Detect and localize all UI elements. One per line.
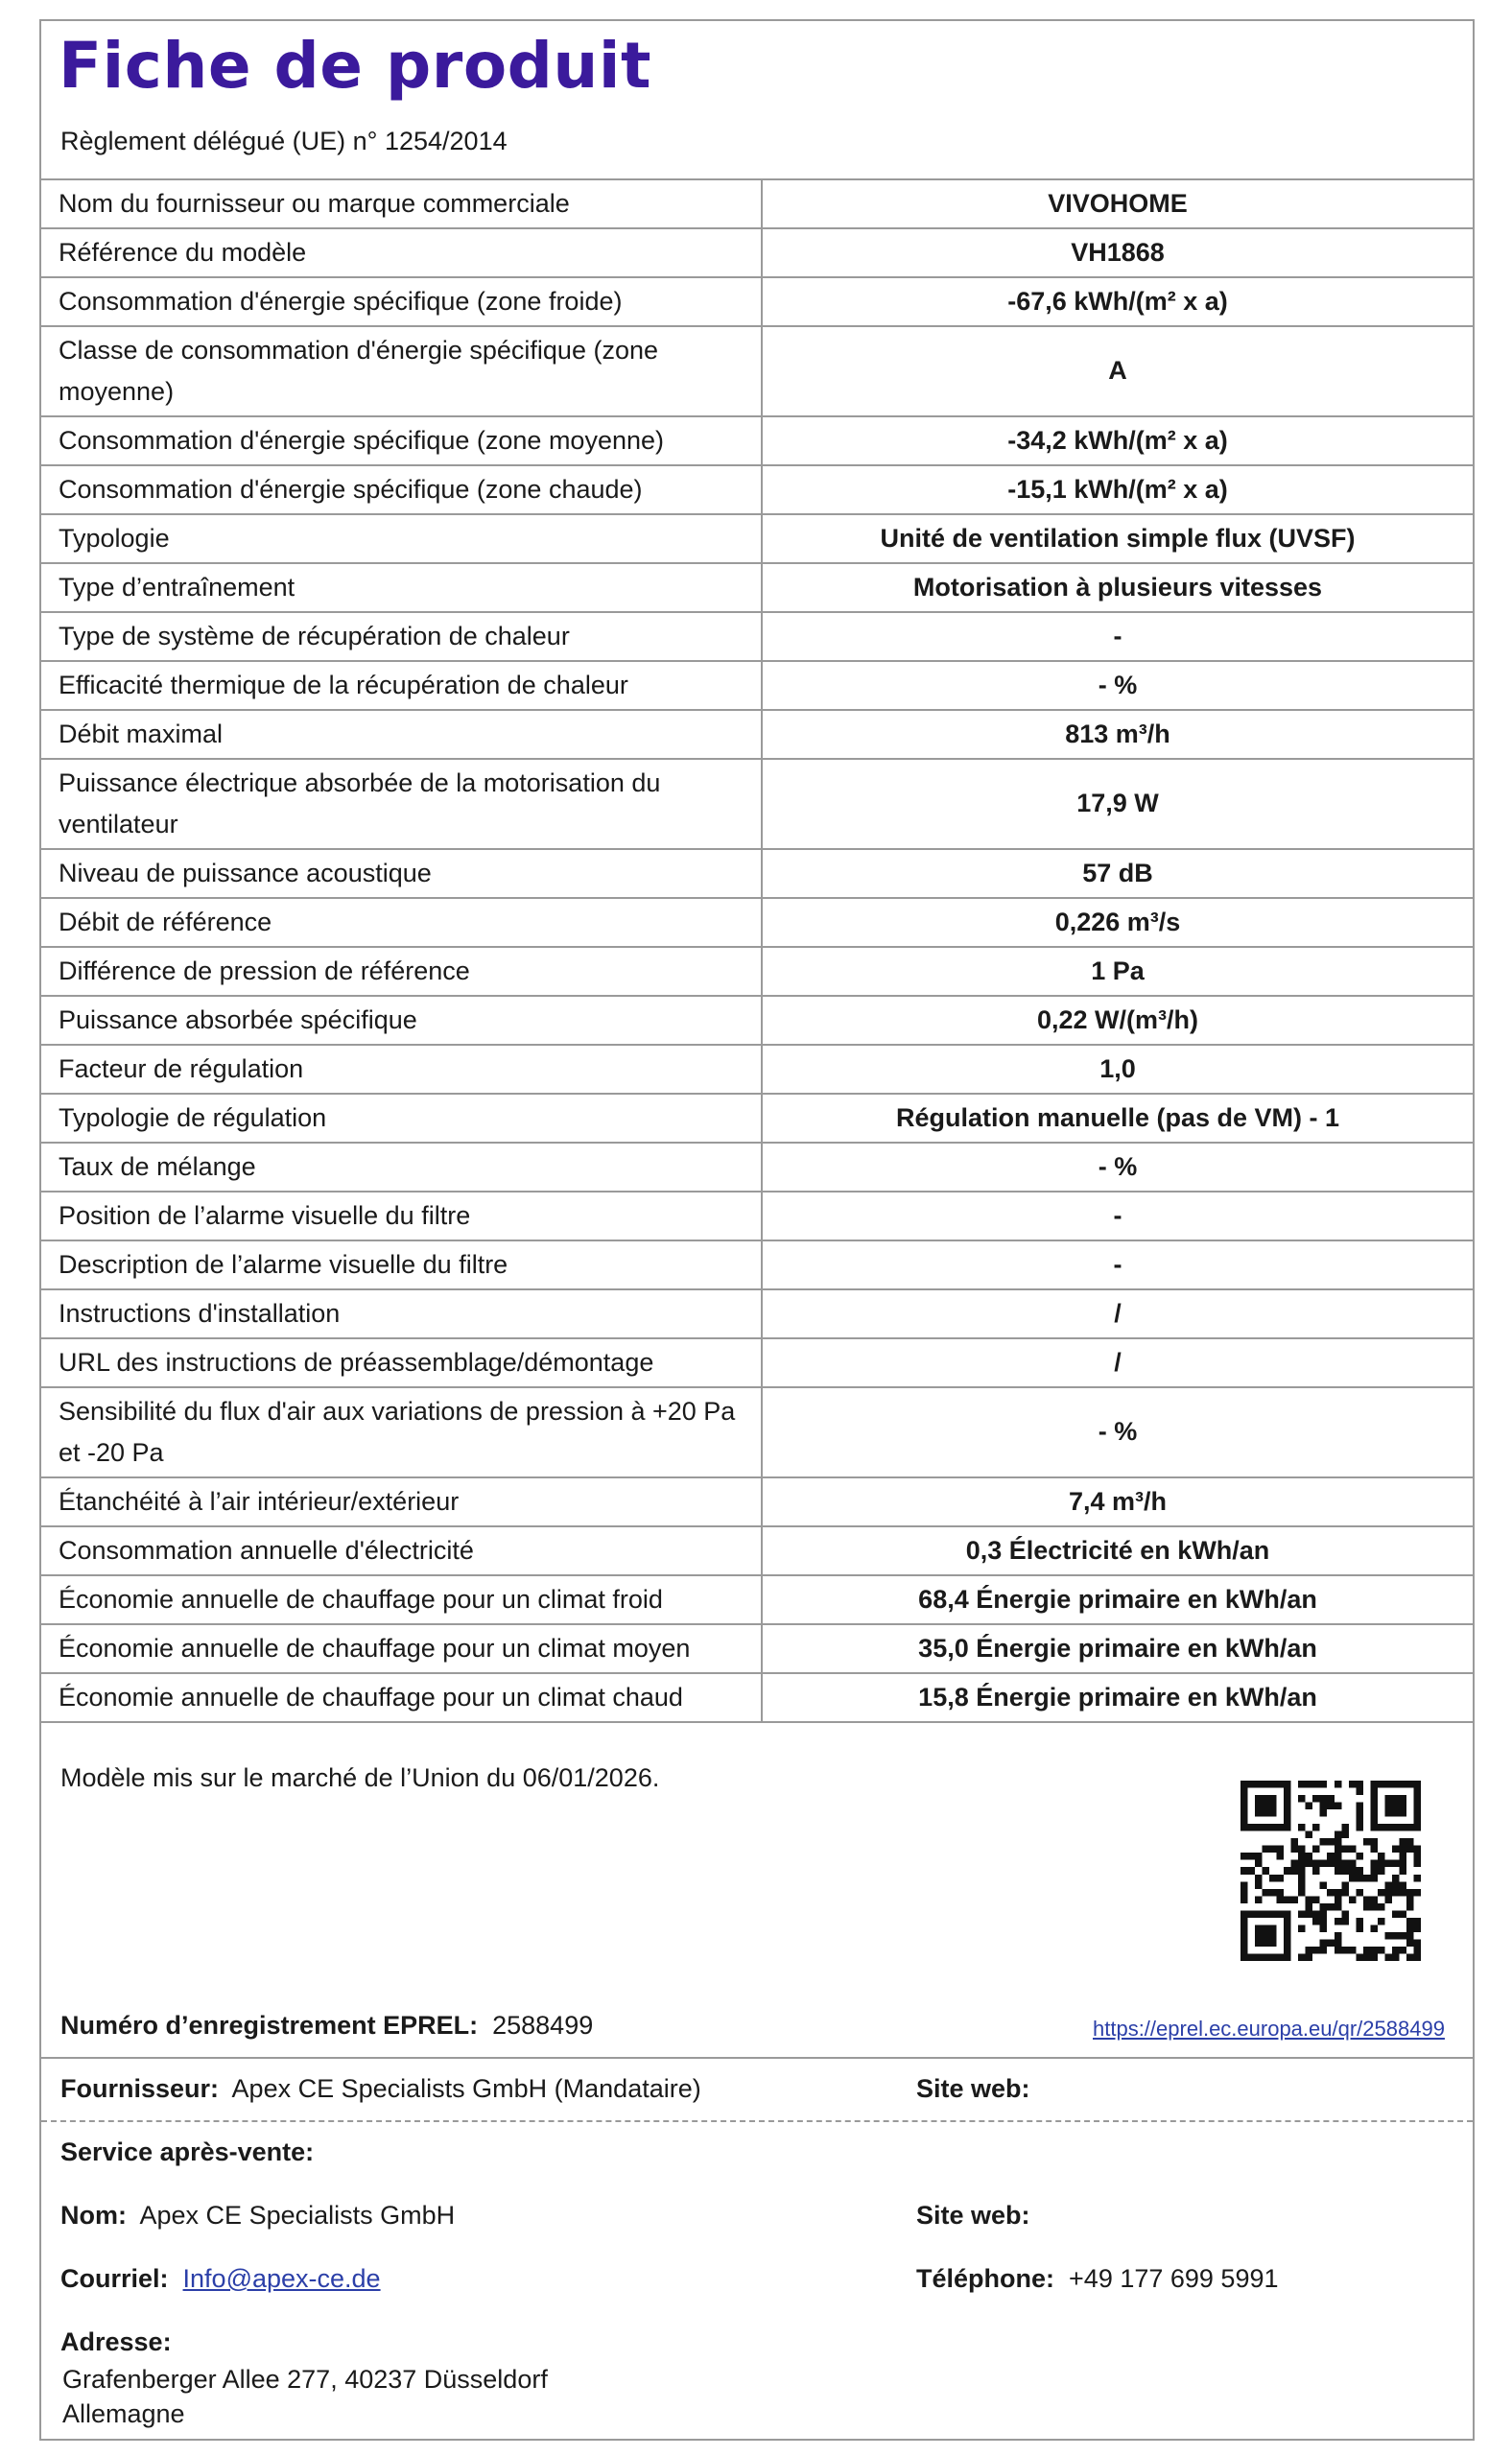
service-name-row: [60, 2201, 455, 2231]
row-label: Description de l’alarme visuelle du filtre: [41, 1240, 762, 1289]
eprel-label: Numéro d’enregistrement EPREL:: [60, 2011, 479, 2040]
row-value: 1,0: [762, 1045, 1473, 1094]
page-title: Fiche de produit: [59, 29, 652, 103]
email-label: Courriel:: [60, 2264, 169, 2293]
table-row: [41, 849, 1473, 898]
service-heading: Service après-vente:: [60, 2137, 315, 2166]
row-label: Consommation annuelle d'électricité: [41, 1526, 762, 1575]
eprel-row: [60, 2011, 593, 2041]
row-value: 0,3 Électricité en kWh/an: [762, 1526, 1473, 1575]
row-label: Typologie de régulation: [41, 1094, 762, 1143]
row-label: Puissance absorbée spécifique: [41, 996, 762, 1045]
product-sheet: [39, 19, 1475, 2441]
divider: [41, 2057, 1473, 2059]
row-value: Motorisation à plusieurs vitesses: [762, 563, 1473, 612]
row-value: Régulation manuelle (pas de VM) - 1: [762, 1094, 1473, 1143]
row-label: Typologie: [41, 514, 762, 563]
row-value: -: [762, 1240, 1473, 1289]
row-label: Efficacité thermique de la récupération de chaleur: [41, 661, 762, 710]
row-label: Consommation d'énergie spécifique (zone chaude): [41, 465, 762, 514]
eprel-number: 2588499: [492, 2011, 594, 2040]
row-value: -: [762, 1192, 1473, 1240]
table-row: [41, 563, 1473, 612]
row-value: 57 dB: [762, 849, 1473, 898]
row-value: 17,9 W: [762, 759, 1473, 849]
row-value: -15,1 kWh/(m² x a): [762, 465, 1473, 514]
table-row: [41, 661, 1473, 710]
supplier-website-label: Site web:: [916, 2074, 1030, 2103]
row-value: - %: [762, 1143, 1473, 1192]
row-label: Instructions d'installation: [41, 1289, 762, 1338]
row-value: 35,0 Énergie primaire en kWh/an: [762, 1624, 1473, 1673]
row-value: 0,226 m³/s: [762, 898, 1473, 947]
row-label: Position de l’alarme visuelle du filtre: [41, 1192, 762, 1240]
spec-table: [41, 178, 1473, 1723]
table-row: [41, 1143, 1473, 1192]
table-row: [41, 1526, 1473, 1575]
table-row: [41, 898, 1473, 947]
row-label: URL des instructions de préassemblage/démontage: [41, 1338, 762, 1387]
row-label: Économie annuelle de chauffage pour un climat chaud: [41, 1673, 762, 1722]
phone-label: Téléphone:: [916, 2264, 1055, 2293]
service-name: Apex CE Specialists GmbH: [139, 2201, 456, 2230]
row-value: 68,4 Énergie primaire en kWh/an: [762, 1575, 1473, 1624]
row-value: - %: [762, 1387, 1473, 1477]
row-value: /: [762, 1338, 1473, 1387]
table-row: [41, 759, 1473, 849]
row-value: VH1868: [762, 228, 1473, 277]
row-label: Niveau de puissance acoustique: [41, 849, 762, 898]
row-value: -34,2 kWh/(m² x a): [762, 416, 1473, 465]
table-row: [41, 1289, 1473, 1338]
row-label: Référence du modèle: [41, 228, 762, 277]
qr-code-icon: [1240, 1781, 1421, 1961]
row-label: Débit de référence: [41, 898, 762, 947]
row-value: 813 m³/h: [762, 710, 1473, 759]
regulation-reference: Règlement délégué (UE) n° 1254/2014: [60, 127, 508, 155]
service-phone-row: [916, 2264, 1279, 2294]
supplier-row: [60, 2074, 701, 2104]
table-row: [41, 465, 1473, 514]
table-row: [41, 1575, 1473, 1624]
table-row: [41, 179, 1473, 228]
row-label: Classe de consommation d'énergie spécifique (zone moyenne): [41, 326, 762, 416]
row-label: Économie annuelle de chauffage pour un climat moyen: [41, 1624, 762, 1673]
service-email-row: [60, 2264, 381, 2294]
table-row: [41, 710, 1473, 759]
table-row: [41, 1192, 1473, 1240]
table-row: [41, 1240, 1473, 1289]
table-row: [41, 277, 1473, 326]
row-label: Facteur de régulation: [41, 1045, 762, 1094]
row-label: Étanchéité à l’air intérieur/extérieur: [41, 1477, 762, 1526]
eprel-link[interactable]: https://eprel.ec.europa.eu/qr/2588499: [1093, 2017, 1445, 2041]
address-line-1: Grafenberger Allee 277, 40237 Düsseldorf: [62, 2365, 548, 2394]
dashed-divider: [41, 2120, 1473, 2122]
supplier-label: Fournisseur:: [60, 2074, 220, 2103]
table-row: [41, 1094, 1473, 1143]
row-label: Sensibilité du flux d'air aux variations de pression à +20 Pa et -20 Pa: [41, 1387, 762, 1477]
row-label: Consommation d'énergie spécifique (zone froide): [41, 277, 762, 326]
table-row: [41, 1673, 1473, 1722]
email-link[interactable]: Info@apex-ce.de: [182, 2264, 381, 2293]
table-row: [41, 1387, 1473, 1477]
row-label: Type de système de récupération de chaleur: [41, 612, 762, 661]
table-row: [41, 1477, 1473, 1526]
address-label: Adresse:: [60, 2327, 172, 2356]
table-row: [41, 612, 1473, 661]
table-row: [41, 947, 1473, 996]
table-row: [41, 326, 1473, 416]
row-label: Puissance électrique absorbée de la motorisation du ventilateur: [41, 759, 762, 849]
row-value: 7,4 m³/h: [762, 1477, 1473, 1526]
row-value: 15,8 Énergie primaire en kWh/an: [762, 1673, 1473, 1722]
row-value: - %: [762, 661, 1473, 710]
row-label: Consommation d'énergie spécifique (zone moyenne): [41, 416, 762, 465]
row-value: A: [762, 326, 1473, 416]
row-value: Unité de ventilation simple flux (UVSF): [762, 514, 1473, 563]
row-value: 1 Pa: [762, 947, 1473, 996]
phone-number: +49 177 699 5991: [1069, 2264, 1279, 2293]
row-value: 0,22 W/(m³/h): [762, 996, 1473, 1045]
table-row: [41, 1338, 1473, 1387]
table-row: [41, 416, 1473, 465]
table-row: [41, 1045, 1473, 1094]
row-value: /: [762, 1289, 1473, 1338]
row-label: Taux de mélange: [41, 1143, 762, 1192]
market-note: Modèle mis sur le marché de l’Union du 06/01/2026.: [60, 1763, 660, 1792]
table-row: [41, 514, 1473, 563]
service-name-label: Nom:: [60, 2201, 127, 2230]
table-row: [41, 996, 1473, 1045]
row-value: -67,6 kWh/(m² x a): [762, 277, 1473, 326]
service-website-label: Site web:: [916, 2201, 1030, 2230]
row-value: -: [762, 612, 1473, 661]
address-line-2: Allemagne: [62, 2399, 185, 2428]
table-row: [41, 228, 1473, 277]
row-label: Économie annuelle de chauffage pour un climat froid: [41, 1575, 762, 1624]
row-label: Nom du fournisseur ou marque commerciale: [41, 179, 762, 228]
table-row: [41, 1624, 1473, 1673]
row-label: Type d’entraînement: [41, 563, 762, 612]
row-value: VIVOHOME: [762, 179, 1473, 228]
row-label: Débit maximal: [41, 710, 762, 759]
row-label: Différence de pression de référence: [41, 947, 762, 996]
supplier-name: Apex CE Specialists GmbH (Mandataire): [231, 2074, 701, 2103]
